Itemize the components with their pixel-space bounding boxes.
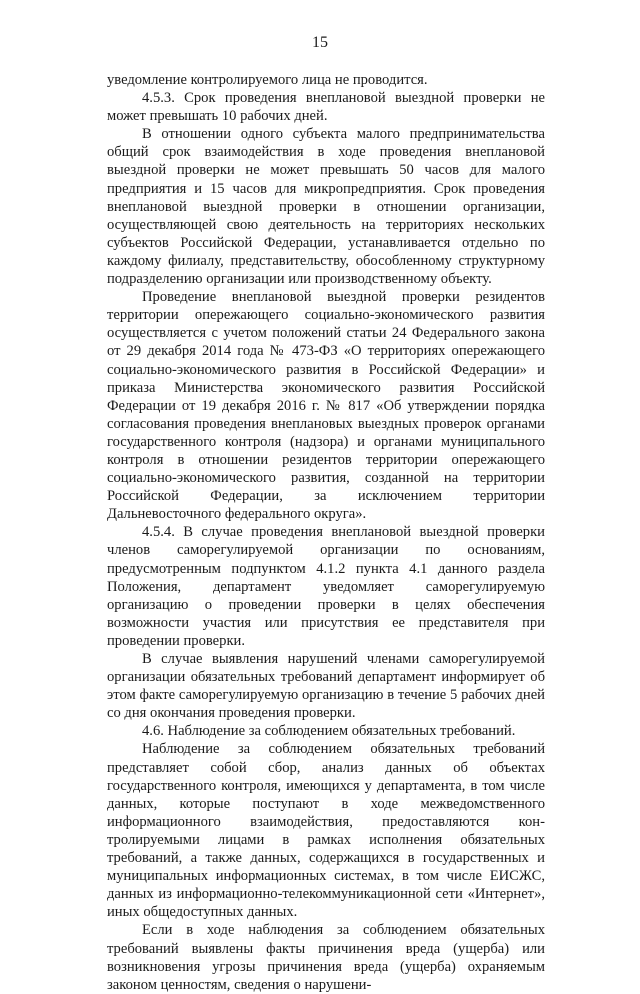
- paragraph: Проведение внеплановой выездной проверки резидентов территории опережающего социально-экономического развития осуществляется с учетом положений статьи 24 Федерального закона от 29 декабря 2014 года № 473-ФЗ «О территориях опережающего социально-экономического развития в Российской Федерации» и приказа Министерства экономического развития Российской Федерации от 19 декабря 2016 г. № 817 «Об утверждении порядка согласования проведения внеплановых выездных проверок органами государственного контроля (надзора) и органами муниципального контроля в отношении резидентов территории опережающего социально-экономического развития, созданной на территории Российской Федерации, за исключением территории Дальневосточного федерального округа».: [107, 289, 545, 523]
- document-body: [107, 71, 545, 994]
- paragraph: 4.6. Наблюдение за соблюдением обязательных требований.: [142, 723, 516, 740]
- paragraph: 4.5.3. Срок проведения внеплановой выездной проверки не может превышать 10 рабочих дней.: [107, 90, 545, 125]
- paragraph: В случае выявления нарушений членами саморегулируемой организации обязательных требований департамент информирует об этом факте саморегулируемую организацию в течение 5 рабочих дней со дня окончания проведения проверки.: [107, 651, 545, 722]
- paragraph: уведомление контролируемого лица не проводится.: [107, 72, 428, 88]
- paragraph: Если в ходе наблюдения за соблюдением обязательных требований выявлены факты причинения вреда (ущерба) или возникновения угрозы причинения вреда (ущерба) охраняемым законом ценностям, сведения о нарушени-: [107, 922, 545, 993]
- paragraph: В отношении одного субъекта малого предпринимательства общий срок взаимодействия в ходе проведения внеплановой выездной проверки не может превышать 50 часов для малого предприятия и 15 часов для микропредприятия. Срок проведения внеплановой выездной проверки в отношении организации, осуществляющей свою деятельность на территориях нескольких субъектов Российской Федерации, устанавливается отдельно по каждому филиалу, представительству, обособленному структурному подразделению организации или производственному объекту.: [107, 126, 545, 288]
- paragraph: 4.5.4. В случае проведения внеплановой выездной проверки членов саморегулируемой организации по основаниям, предусмотренным подпунктом 4.1.2 пункта 4.1 данного раздела Положения, департамент уведомляет саморегулируемую организацию о проведении проверки в целях обеспечения возможности участия или присутствия ее представителя при проведении проверки.: [107, 524, 545, 649]
- page-number: 15: [312, 34, 328, 51]
- paragraph: Наблюдение за соблюдением обязательных требований представляет собой сбор, анализ данных об объектах государственного контроля, имеющихся у департамента, в том числе данных, которые поступают в ходе межведомственного информационного взаимодействия, предоставляются контролируемыми лицами в рамках исполнения обязательных требований, а также данных, содержащихся в государственных и муниципальных информационных системах, в том числе ЕИСЖС, данных из информационно-телекоммуникационной сети «Интернет», иных общедоступных данных.: [107, 741, 545, 921]
